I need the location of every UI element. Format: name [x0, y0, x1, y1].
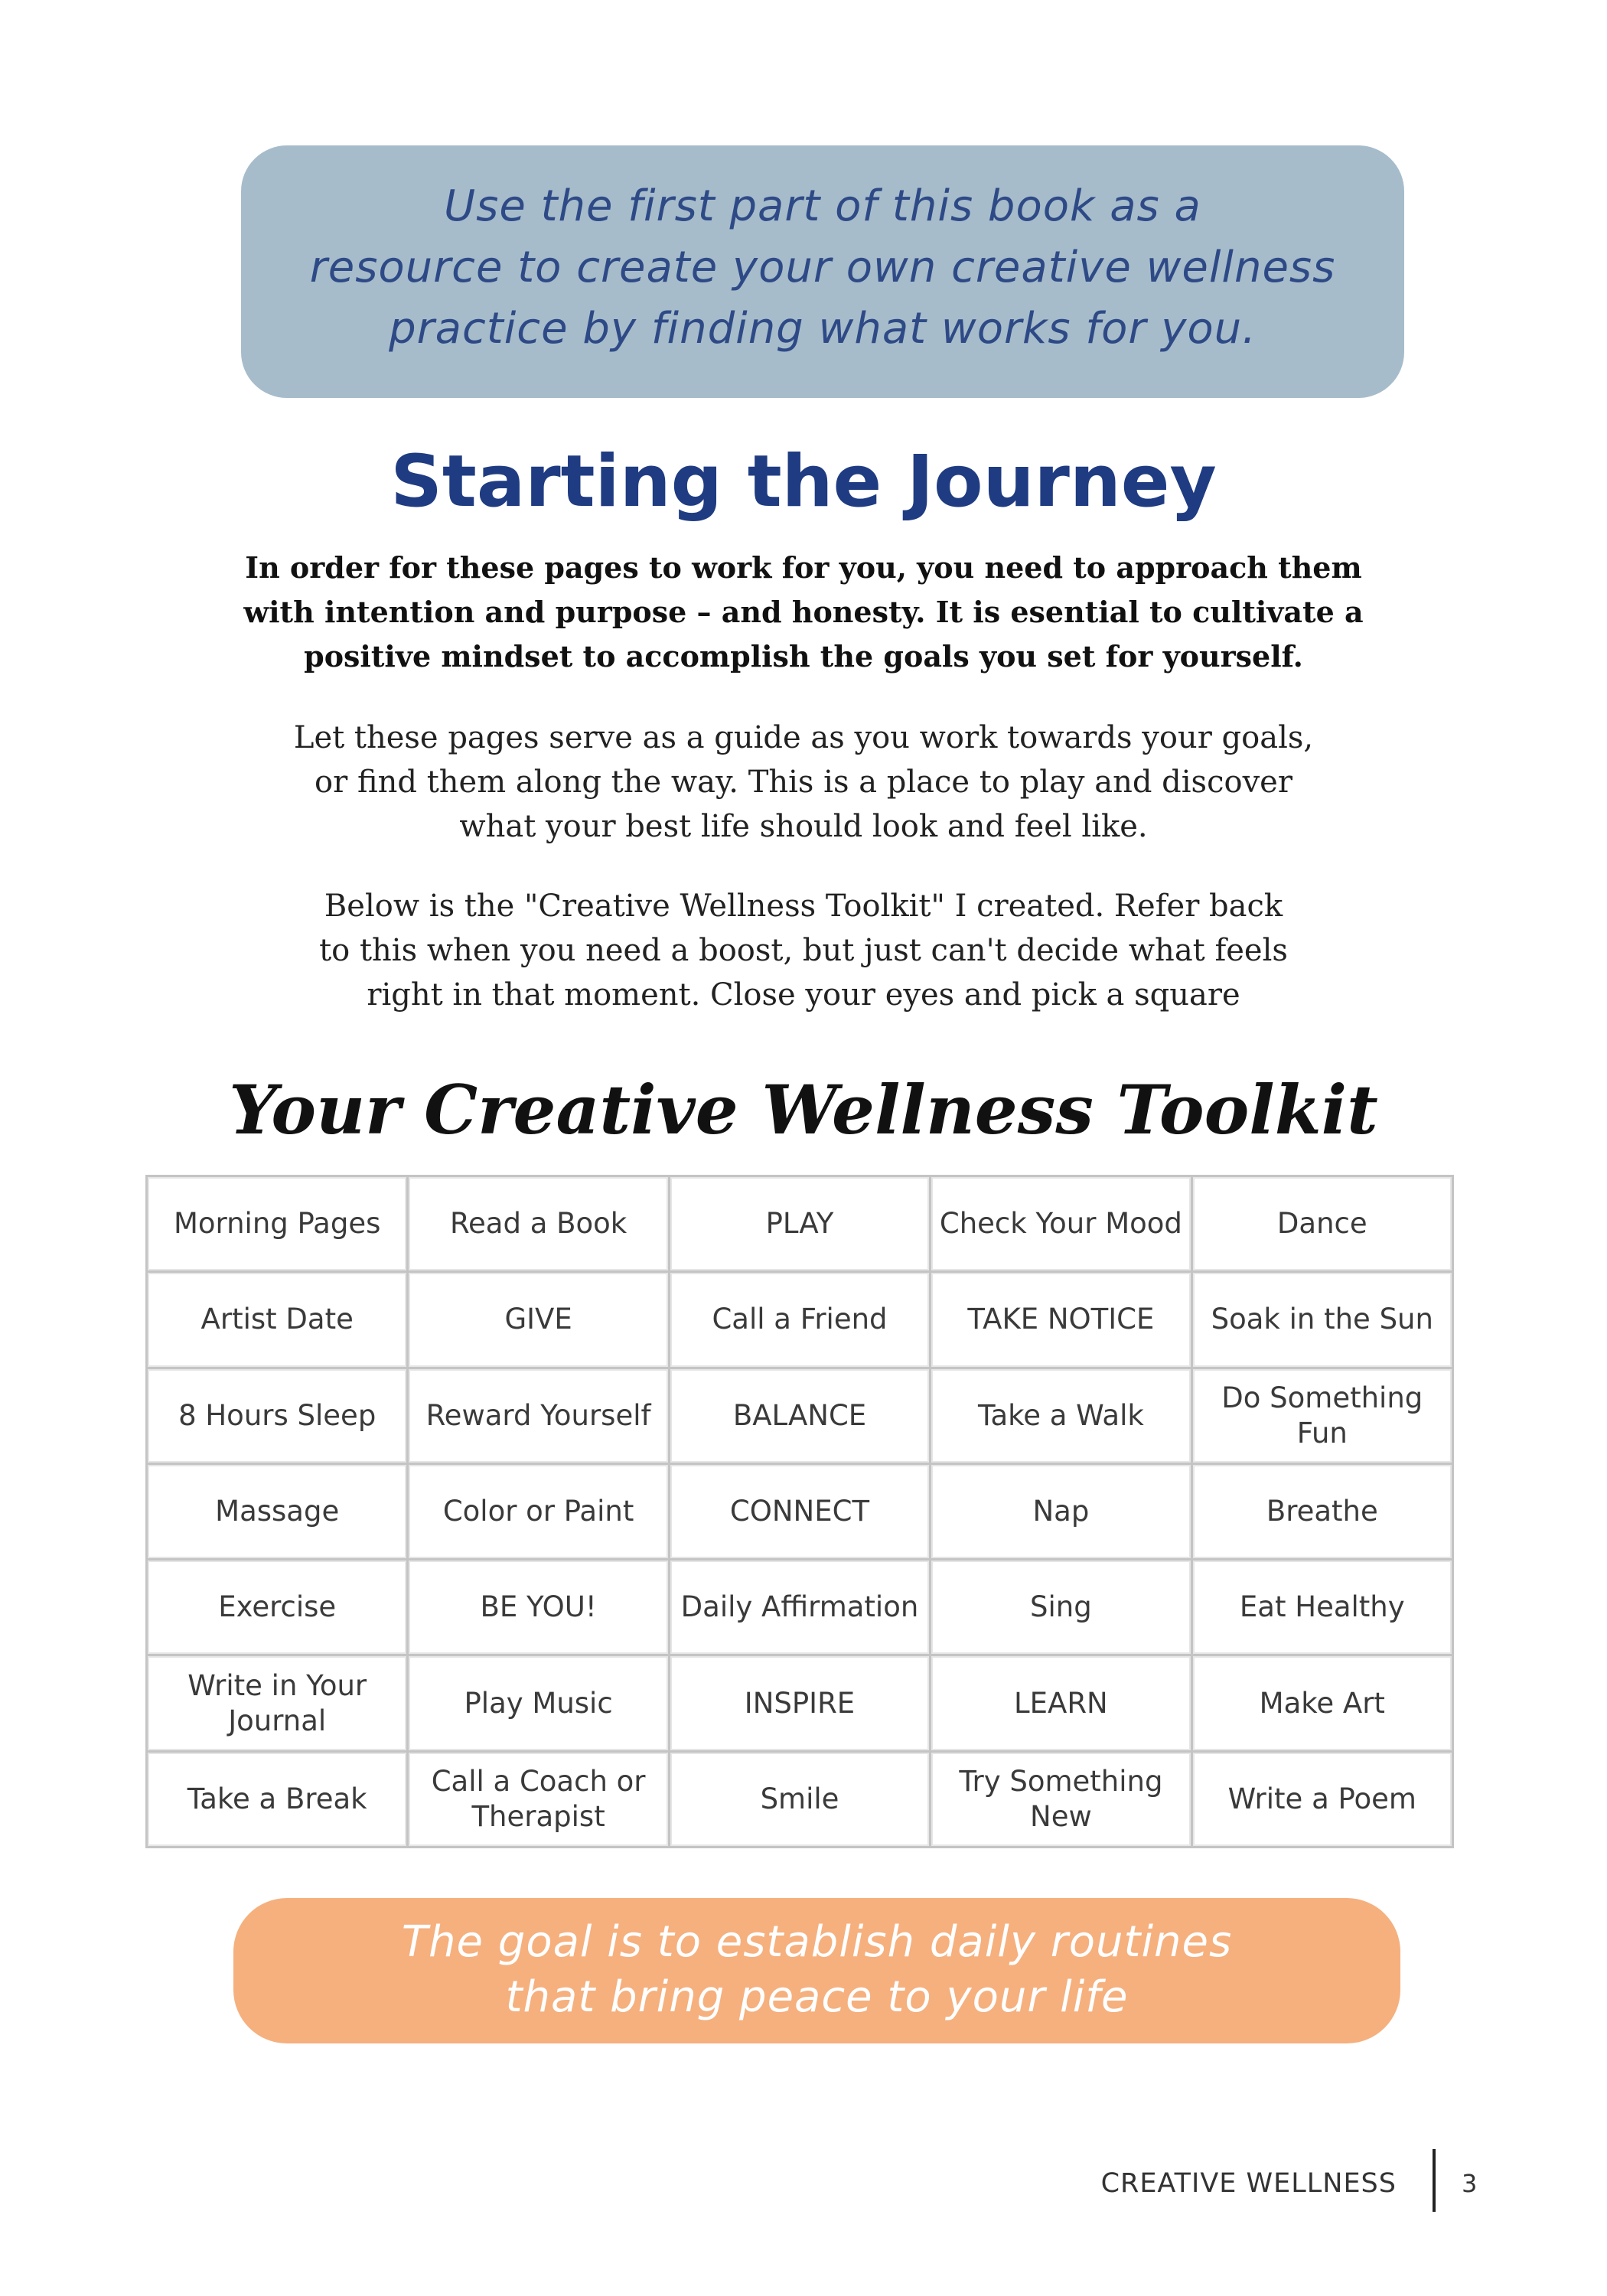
- toolkit-cell: Do Something Fun: [1193, 1369, 1452, 1463]
- toolkit-cell: Nap: [931, 1465, 1190, 1558]
- toolkit-cell: TAKE NOTICE: [931, 1273, 1190, 1366]
- toolkit-cell: Morning Pages: [148, 1177, 406, 1270]
- toolkit-intro-line: to this when you need a boost, but just can't decide what feels: [319, 933, 1288, 968]
- toolkit-intro-line: right in that moment. Close your eyes and pick a square: [367, 977, 1240, 1013]
- intro-line: positive mindset to accomplish the goals you set for yourself.: [304, 639, 1303, 673]
- toolkit-cell: Smile: [670, 1753, 929, 1846]
- toolkit-cell: Color or Paint: [409, 1465, 667, 1558]
- toolkit-title: Your Creative Wellness Toolkit: [229, 1070, 1378, 1150]
- toolkit-cell: GIVE: [409, 1273, 667, 1366]
- intro-line: In order for these pages to work for you, you need to approach them: [245, 550, 1362, 585]
- toolkit-cell: Call a Friend: [670, 1273, 929, 1366]
- toolkit-cell: Try Something New: [931, 1753, 1190, 1846]
- toolkit-cell: Reward Yourself: [409, 1369, 667, 1463]
- guide-paragraph: [275, 716, 1332, 849]
- footer-page-number: 3: [1462, 2169, 1478, 2198]
- toolkit-grid: [145, 1175, 1454, 1848]
- toolkit-cell: Daily Affirmation: [670, 1561, 929, 1654]
- top-callout-line: Use the first part of this book as a: [444, 181, 1201, 231]
- toolkit-cell: BALANCE: [670, 1369, 929, 1463]
- toolkit-cell: Sing: [931, 1561, 1190, 1654]
- toolkit-cell: Dance: [1193, 1177, 1452, 1270]
- toolkit-cell: 8 Hours Sleep: [148, 1369, 406, 1463]
- toolkit-intro-line: Below is the "Creative Wellness Toolkit" I created. Refer back: [324, 889, 1283, 924]
- toolkit-cell: Check Your Mood: [931, 1177, 1190, 1270]
- toolkit-cell: Massage: [148, 1465, 406, 1558]
- top-callout-line: resource to create your own creative wellness: [309, 243, 1336, 292]
- footer-divider: [1433, 2149, 1436, 2212]
- toolkit-cell: CONNECT: [670, 1465, 929, 1558]
- bottom-callout-line: that bring peace to your life: [505, 1972, 1129, 2022]
- toolkit-cell: Write in Your Journal: [148, 1656, 406, 1750]
- toolkit-intro-paragraph: [275, 884, 1332, 1017]
- toolkit-cell: PLAY: [670, 1177, 929, 1270]
- top-callout-banner: [241, 145, 1404, 398]
- toolkit-cell: Make Art: [1193, 1656, 1452, 1750]
- toolkit-cell: Soak in the Sun: [1193, 1273, 1452, 1366]
- toolkit-cell: BE YOU!: [409, 1561, 667, 1654]
- toolkit-cell: Eat Healthy: [1193, 1561, 1452, 1654]
- toolkit-cell: Breathe: [1193, 1465, 1452, 1558]
- toolkit-cell: Play Music: [409, 1656, 667, 1750]
- toolkit-cell: Artist Date: [148, 1273, 406, 1366]
- toolkit-cell: Take a Walk: [931, 1369, 1190, 1463]
- top-callout-line: practice by finding what works for you.: [389, 304, 1257, 354]
- toolkit-cell: Take a Break: [148, 1753, 406, 1846]
- toolkit-cell: Exercise: [148, 1561, 406, 1654]
- guide-line: or find them along the way. This is a place to play and discover: [315, 765, 1292, 800]
- intro-bold-paragraph: [230, 546, 1377, 679]
- guide-line: Let these pages serve as a guide as you work towards your goals,: [293, 720, 1314, 755]
- toolkit-cell: Read a Book: [409, 1177, 667, 1270]
- toolkit-cell: LEARN: [931, 1656, 1190, 1750]
- toolkit-cell: Write a Poem: [1193, 1753, 1452, 1846]
- footer-section-label: CREATIVE WELLNESS: [1100, 2168, 1397, 2199]
- toolkit-cell: Call a Coach or Therapist: [409, 1753, 667, 1846]
- page-title: Starting the Journey: [390, 440, 1217, 523]
- guide-line: what your best life should look and feel like.: [459, 809, 1148, 844]
- intro-line: with intention and purpose – and honesty. It is esential to cultivate a: [243, 595, 1364, 629]
- toolkit-cell: INSPIRE: [670, 1656, 929, 1750]
- bottom-callout-line: The goal is to establish daily routines: [401, 1917, 1233, 1967]
- bottom-callout-banner: [233, 1898, 1400, 2043]
